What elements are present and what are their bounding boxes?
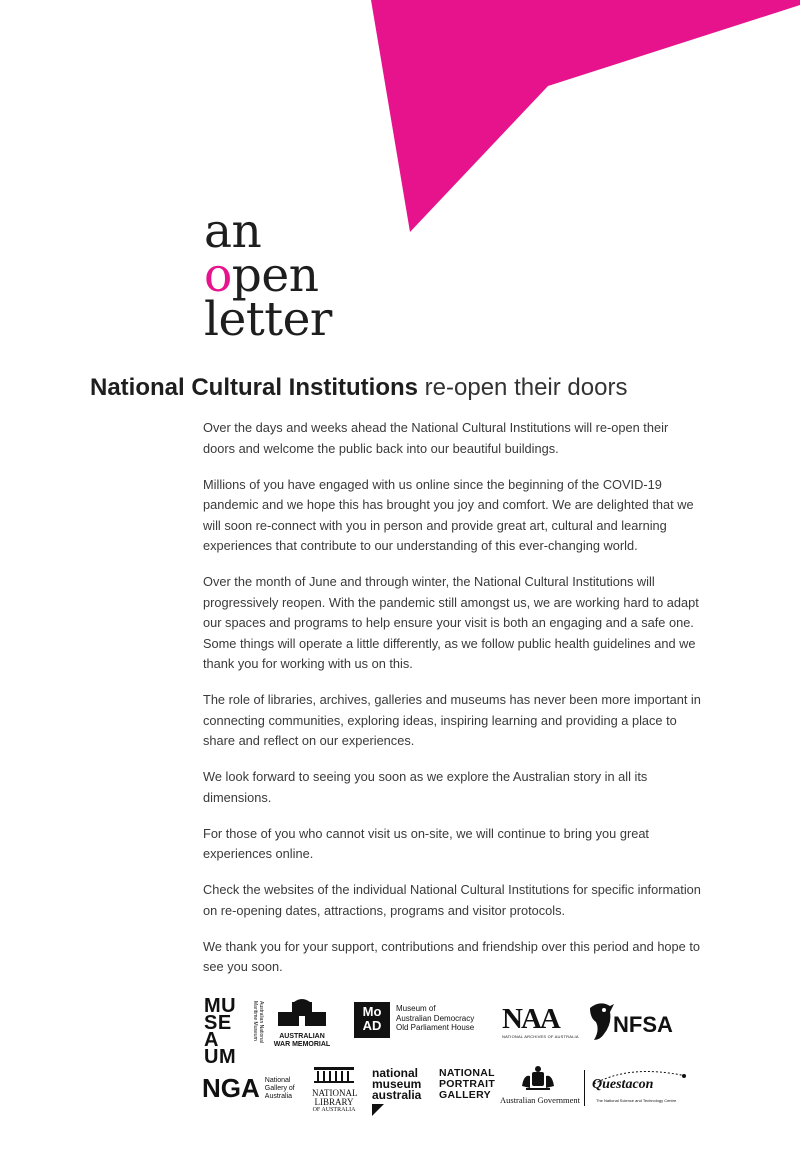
magenta-shard-graphic xyxy=(0,0,800,260)
logo-text: Gallery of xyxy=(264,1084,295,1092)
logo-text: NATIONAL xyxy=(312,1088,358,1098)
title-line-1: an xyxy=(204,204,262,259)
logo-text: SE xyxy=(204,1012,232,1034)
paragraph: For those of you who cannot visit us on-site, we will continue to bring you great experiences online. xyxy=(203,825,649,861)
memorial-building-icon xyxy=(272,998,332,1028)
awm-logo xyxy=(272,998,332,1048)
questacon-logo xyxy=(590,1068,690,1108)
title-accent-letter: o xyxy=(204,248,232,303)
nfsa-logo xyxy=(586,1000,672,1044)
logo-text: Questacon xyxy=(592,1077,654,1092)
logo-text: WAR MEMORIAL xyxy=(273,1041,331,1048)
paragraph: Over the month of June and through winter, the National Cultural Institutions will progressively reopen. With the pandemic still amongst us, we are working hard to adapt our spaces and programs to help ensure your visit is both an engaging and a safe one. Some things will operate a little differently, as we follow public health guidelines and we thank you for working with us on this. xyxy=(203,574,699,671)
nga-mark: NGA xyxy=(202,1073,260,1103)
title-line-3: letter xyxy=(204,292,332,347)
paragraph: Millions of you have engaged with us online since the beginning of the COVID-19 pandemic and we hope this has brought you joy and comfort. We are delighted that we will soon re-connect with you in person and provide great art, cultural and learning experiences that contribute to our understanding of this ever-changing world. xyxy=(203,476,694,553)
logo-text: museum xyxy=(372,1077,422,1091)
logo-text: australia xyxy=(372,1088,422,1102)
headline-bold: National Cultural Institutions xyxy=(90,374,418,401)
logo-text: Museum of xyxy=(396,1004,436,1013)
paragraph: We look forward to seeing you soon as we explore the Australian story in all its dimensions. xyxy=(203,769,648,805)
logo-text: Australian Government xyxy=(500,1095,581,1105)
logo-text: UM xyxy=(204,1046,237,1068)
headline xyxy=(90,374,627,402)
logo-text: AUSTRALIAN xyxy=(279,1033,325,1040)
naa-logo xyxy=(502,1003,579,1044)
logo-text: A xyxy=(204,1029,219,1051)
logo-text: Australia xyxy=(264,1092,293,1100)
logo-text: NATIONAL xyxy=(439,1067,495,1079)
logo-text: NATIONAL ARCHIVES OF AUSTRALIA xyxy=(502,1034,579,1039)
paragraph: The role of libraries, archives, galleries and museums has never been more important in connecting communities, exploring ideas, inspiring learning and providing a place to share and reflect on our experiences. xyxy=(203,692,701,748)
coat-of-arms-icon xyxy=(518,1066,558,1094)
logo-side-text: Australian National Maritime Museum xyxy=(252,1001,264,1043)
letter-body xyxy=(203,418,703,993)
logo-text: LIBRARY xyxy=(314,1097,354,1107)
nma-logo xyxy=(372,1068,428,1116)
library-facade-icon xyxy=(312,1066,356,1084)
title-line-2-rest: pen xyxy=(231,248,319,303)
logo-text: OF AUSTRALIA xyxy=(312,1107,356,1113)
paragraph: We thank you for your support, contributions and friendship over this period and hope to see you soon. xyxy=(203,938,701,974)
logo-text: Mo xyxy=(362,1004,382,1019)
nfsa-mark: NFSA xyxy=(613,1012,673,1037)
moad-mark xyxy=(354,1002,390,1038)
moad-logo xyxy=(354,1002,494,1042)
logo-text: PORTRAIT xyxy=(439,1078,496,1090)
australian-government-logo xyxy=(500,1066,580,1108)
logo-text: Old Parliament House xyxy=(396,1023,475,1032)
logo-text: The National Science and Technology Centre xyxy=(596,1098,677,1103)
speech-tail-icon xyxy=(372,1104,384,1116)
bird-icon xyxy=(586,1000,616,1042)
logo-divider xyxy=(584,1070,585,1106)
logo-text: National xyxy=(264,1076,291,1084)
paragraph: Check the websites of the individual National Cultural Institutions for specific information on re-opening dates, attractions, programs and visitor protocols. xyxy=(203,882,701,918)
logo-text: Australian Democracy xyxy=(396,1013,475,1023)
nla-logo xyxy=(312,1066,356,1116)
headline-light: re-open their doors xyxy=(424,374,628,401)
logo-text: national xyxy=(372,1066,419,1080)
nga-logo xyxy=(202,1073,302,1107)
npg-logo xyxy=(439,1068,499,1108)
open-letter-title xyxy=(204,204,332,347)
logo-text: GALLERY xyxy=(439,1089,491,1101)
naa-mark: NAA xyxy=(502,1003,559,1035)
logo-text: MU xyxy=(204,995,237,1017)
maritime-museum-logo xyxy=(204,995,266,1068)
logo-text: AD xyxy=(362,1018,382,1033)
paragraph: Over the days and weeks ahead the National Cultural Institutions will re-open their doors and welcome the public back into our beautiful buildings. xyxy=(203,420,669,456)
